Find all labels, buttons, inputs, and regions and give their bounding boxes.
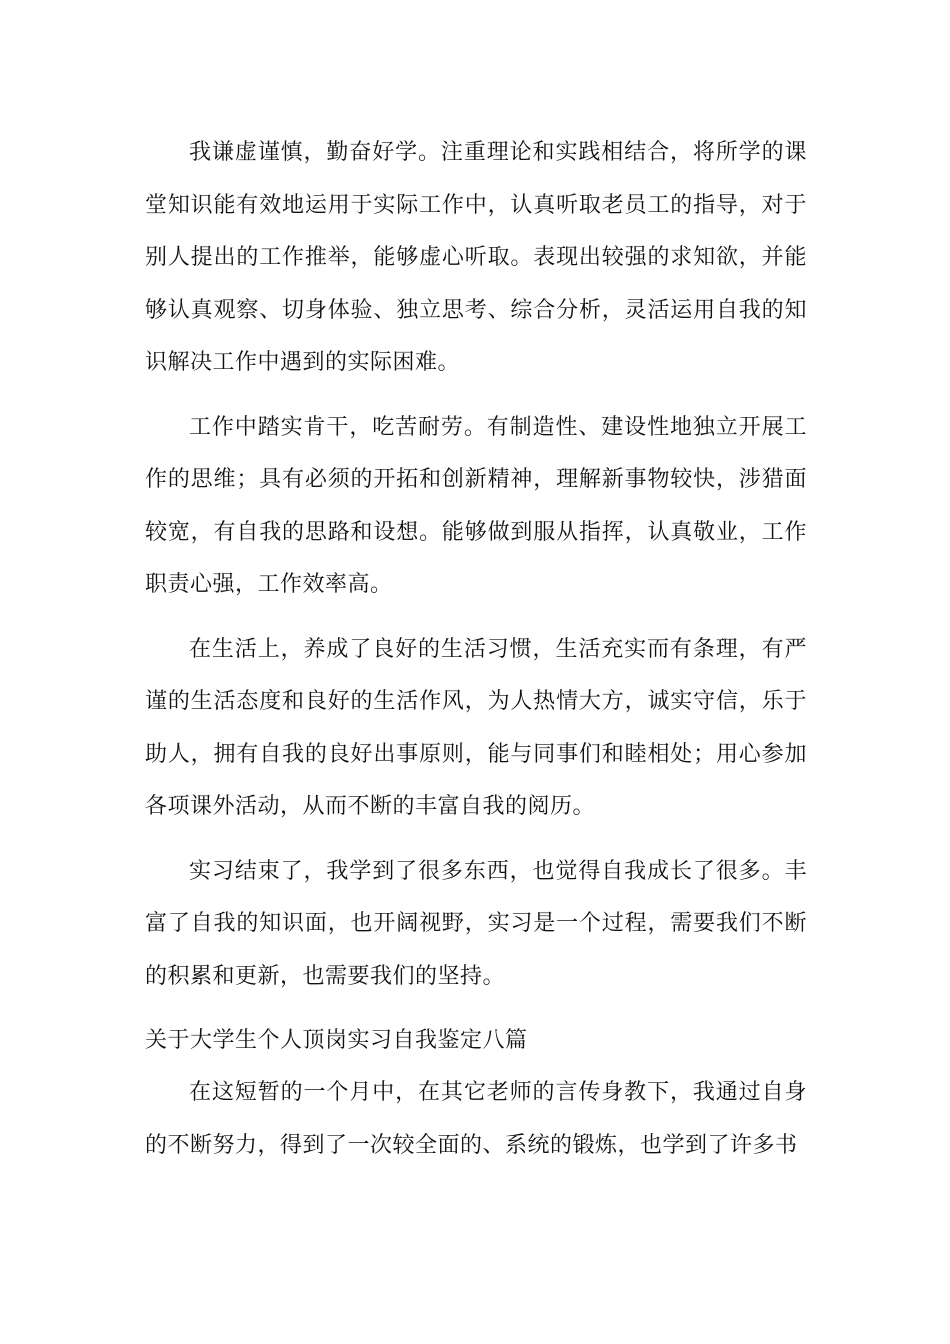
- paragraph-life-habits: 在生活上，养成了良好的生活习惯，生活充实而有条理，有严谨的生活态度和良好的生活作风，为人热情大方，诚实守信，乐于助人，拥有自我的良好出事原则，能与同事们和睦相处；用心参加各项课外活动，从而不断的丰富自我的阅历。: [145, 636, 807, 819]
- paragraph-hardworking: 工作中踏实肯干，吃苦耐劳。有制造性、建设性地独立开展工作的思维；具有必须的开拓和创新精神，理解新事物较快，涉猎面较宽，有自我的思路和设想。能够做到服从指挥，认真敬业，工作职责心强，工作效率高。: [145, 414, 807, 597]
- paragraph-diligent-study: 我谦虚谨慎，勤奋好学。注重理论和实践相结合，将所学的课堂知识能有效地运用于实际工作中，认真听取老员工的指导，对于别人提出的工作推举，能够虚心听取。表现出较强的求知欲，并能够认真观察、切身体验、独立思考、综合分析，灵活运用自我的知识解决工作中遇到的实际困难。: [145, 140, 807, 375]
- document-body: [145, 127, 807, 1184]
- section-heading: 关于大学生个人顶岗实习自我鉴定八篇: [145, 1028, 528, 1053]
- paragraph-internship-end: 实习结束了，我学到了很多东西，也觉得自我成长了很多。丰富了自我的知识面，也开阔视野，实习是一个过程，需要我们不断的积累和更新，也需要我们的坚持。: [145, 858, 807, 989]
- paragraph-short-month: 在这短暂的一个月中，在其它老师的言传身教下，我通过自身的不断努力，得到了一次较全面的、系统的锻炼，也学到了许多书: [145, 1080, 807, 1158]
